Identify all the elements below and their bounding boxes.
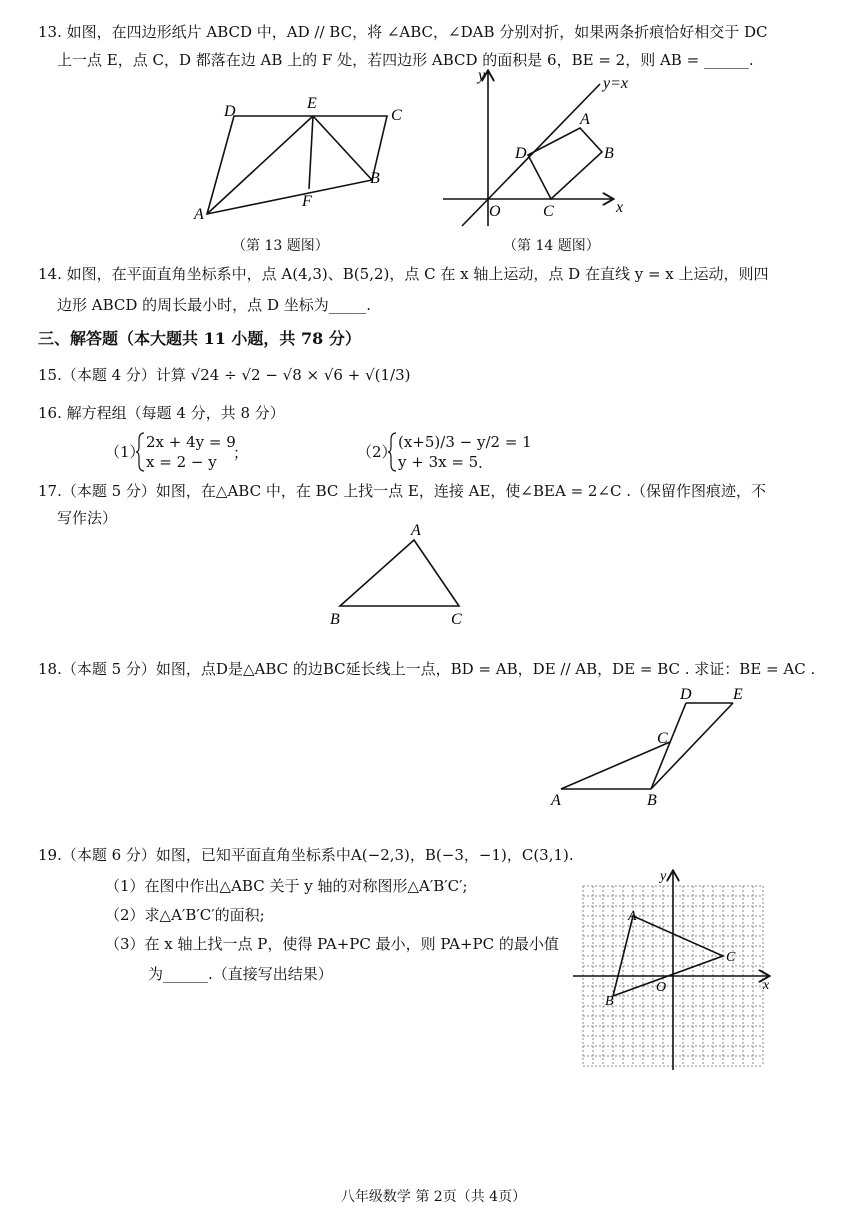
q16-part1-eq1: 2x + 4y = 9 <box>146 433 236 451</box>
q14-caption: （第 14 题图） <box>503 238 600 254</box>
q14-label-d: D <box>515 145 527 162</box>
q17-line-1: 17.（本题 5 分）如图，在△ABC 中，在 BC 上找一点 E，连接 AE，使∠BEA = 2∠C .（保留作图痕迹，不 <box>38 482 767 500</box>
q17-label-a: A <box>411 522 421 539</box>
q13-label-d: D <box>224 103 236 120</box>
q19-label-o: O <box>656 980 667 995</box>
q13-label-a: A <box>194 206 204 223</box>
q16-part1-eq2: x = 2 − y <box>146 453 217 471</box>
q16-part2-end: . <box>478 454 483 472</box>
q13-label-e: E <box>307 95 317 112</box>
q16-part1-end: ； <box>233 444 249 462</box>
q18-label-c: C <box>657 730 668 747</box>
q13-label-f: F <box>302 193 312 210</box>
q18-label-b: B <box>647 792 657 809</box>
q19-label-y: y <box>660 869 667 884</box>
q15-text: 15.（本题 4 分）计算 √24 ÷ √2 − √8 × √6 + √(1/3) <box>38 366 411 384</box>
q14-label-y: y <box>478 67 486 84</box>
q13-label-c: C <box>391 107 402 124</box>
section-3-heading: 三、解答题（本大题共 11 小题，共 78 分） <box>38 329 361 348</box>
q19-label-a: A <box>628 909 637 924</box>
q19-part3-continued: 为______.（直接写出结果） <box>148 965 333 983</box>
q19-label-b: B <box>605 994 614 1009</box>
q14-label-a: A <box>580 111 590 128</box>
q16-part1-label: （1） <box>105 443 145 461</box>
q13-label-b: B <box>370 170 380 187</box>
q18-text: 18.（本题 5 分）如图，点D是△ABC 的边BC延长线上一点，BD = AB，DE // AB，DE = BC . 求证：BE = AC . <box>38 660 816 678</box>
q16-title: 16. 解方程组（每题 4 分，共 8 分） <box>38 404 285 422</box>
page-footer: 八年级数学 第 2页（共 4页） <box>340 1189 527 1205</box>
q14-line-2: 边形 ABCD 的周长最小时，点 D 坐标为_____. <box>57 296 372 314</box>
q13-caption: （第 13 题图） <box>232 238 329 254</box>
q14-line-1: 14. 如图，在平面直角坐标系中，点 A(4,3)、B(5,2)，点 C 在 x 轴上运动，点 D 在直线 y = x 上运动，则四 <box>38 265 769 283</box>
q14-label-c: C <box>543 203 554 220</box>
q19-label-x: x <box>763 978 770 993</box>
q17-line-2: 写作法） <box>57 509 118 527</box>
q16-part2-eq1: (x+5)/3 − y/2 = 1 <box>398 433 532 451</box>
q19-title: 19.（本题 6 分）如图，已知平面直角坐标系中A(−2,3)，B(−3，−1)，C(3,1). <box>38 846 574 864</box>
q19-part1: （1）在图中作出△ABC 关于 y 轴的对称图形△A′B′C′; <box>105 877 468 895</box>
q19-part3: （3）在 x 轴上找一点 P，使得 PA+PC 最小，则 PA+PC 的最小值 <box>105 935 559 953</box>
q16-part2-label: （2） <box>357 443 397 461</box>
q14-label-x: x <box>616 199 624 216</box>
q13-line-1: 13. 如图，在四边形纸片 ABCD 中，AD // BC，将 ∠ABC，∠DAB 分别对折，如果两条折痕恰好相交于 DC <box>38 23 768 41</box>
q18-label-e: E <box>733 686 743 703</box>
q14-label-b: B <box>604 145 614 162</box>
q19-part2: （2）求△A′B′C′的面积; <box>105 906 265 924</box>
q18-label-a: A <box>551 792 561 809</box>
q17-label-b: B <box>330 611 340 628</box>
q16-part2-eq2: y + 3x = 5 <box>398 453 479 471</box>
q17-label-c: C <box>451 611 462 628</box>
q14-label-line: y=x <box>603 75 628 92</box>
q13-line-2: 上一点 E，点 C，D 都落在边 AB 上的 F 处，若四边形 ABCD 的面积是 6，BE = 2，则 AB = ______. <box>57 51 754 69</box>
q19-label-c: C <box>726 950 736 965</box>
q14-label-o: O <box>489 203 501 220</box>
q18-label-d: D <box>680 686 692 703</box>
